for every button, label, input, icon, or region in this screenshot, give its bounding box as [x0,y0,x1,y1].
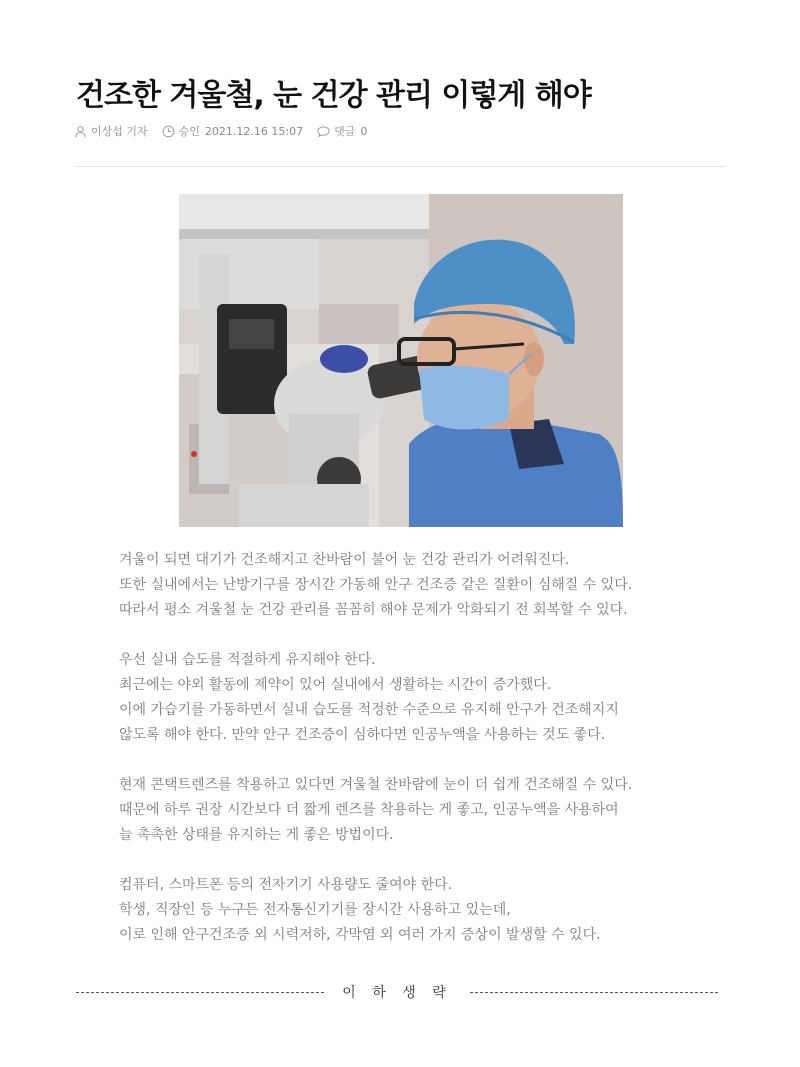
paragraph-line: 최근에는 야외 활동에 제약이 있어 실내에서 생활하는 시간이 증가했다. [119,677,552,693]
paragraph-line: 따라서 평소 겨울철 눈 건강 관리를 꼼꼼히 해야 문제가 악화되기 전 회복할 수 있다. [119,602,628,618]
author-byline [74,123,148,139]
paragraph-line: 겨울이 되면 대기가 건조해지고 찬바람이 불어 눈 건강 관리가 어려워진다. [119,552,570,568]
approved-label: 승인 [178,125,200,138]
paragraph-line: 이로 인해 안구건조증 외 시력저하, 각막염 외 여러 가지 증상이 발생할 수 있다. [119,927,601,943]
paragraph-line: 늘 촉촉한 상태를 유지하는 게 좋은 방법이다. [119,827,394,843]
eye-examination-photo [179,194,623,527]
article-paragraph [119,773,699,848]
article-title: 건조한 겨울철, 눈 건강 관리 이렇게 해야 [76,78,591,113]
article-paragraph [119,873,699,948]
omitted-label: 이 하 생 략 [342,985,452,1001]
comments-link[interactable] [317,123,367,139]
comments-count: 0 [360,124,368,138]
article-meta [74,122,381,140]
paragraph-line: 컴퓨터, 스마트폰 등의 전자기기 사용량도 줄여야 한다. [119,877,453,893]
comments-label: 댓글 [334,125,356,138]
header-divider [76,166,726,167]
paragraph-line: 않도록 해야 한다. 만약 안구 건조증이 심하다면 인공누액을 사용하는 것도 좋다. [119,727,606,743]
paragraph-line: 이에 가습기를 가동하면서 실내 습도를 적정한 수준으로 유지해 안구가 건조해지지 [119,702,619,718]
article-photo [179,194,623,527]
author-name: 이상섭 기자 [91,125,148,138]
paragraph-line: 때문에 하루 권장 시간보다 더 짧게 렌즈를 착용하는 게 좋고, 인공누액을 사용하여 [119,802,619,818]
speech-bubble-icon [317,125,330,138]
omitted-divider [76,980,718,1004]
dashed-line-right [470,992,718,993]
article-paragraph [119,548,699,623]
paragraph-line: 현재 콘택트렌즈를 착용하고 있다면 겨울철 찬바람에 눈이 더 쉽게 건조해질 수 있다. [119,777,633,793]
article-body [119,548,699,973]
approved-timestamp [162,123,303,139]
paragraph-line: 또한 실내에서는 난방기구를 장시간 가동해 안구 건조증 같은 질환이 심해질 수 있다. [119,577,633,593]
paragraph-line: 우선 실내 습도를 적절하게 유지해야 한다. [119,652,376,668]
dashed-line-left [76,992,324,993]
person-icon [74,125,87,138]
clock-icon [162,125,175,138]
article-paragraph [119,648,699,748]
paragraph-line: 학생, 직장인 등 누구든 전자통신기기를 장시간 사용하고 있는데, [119,902,511,918]
approved-time: 2021.12.16 15:07 [204,124,304,138]
